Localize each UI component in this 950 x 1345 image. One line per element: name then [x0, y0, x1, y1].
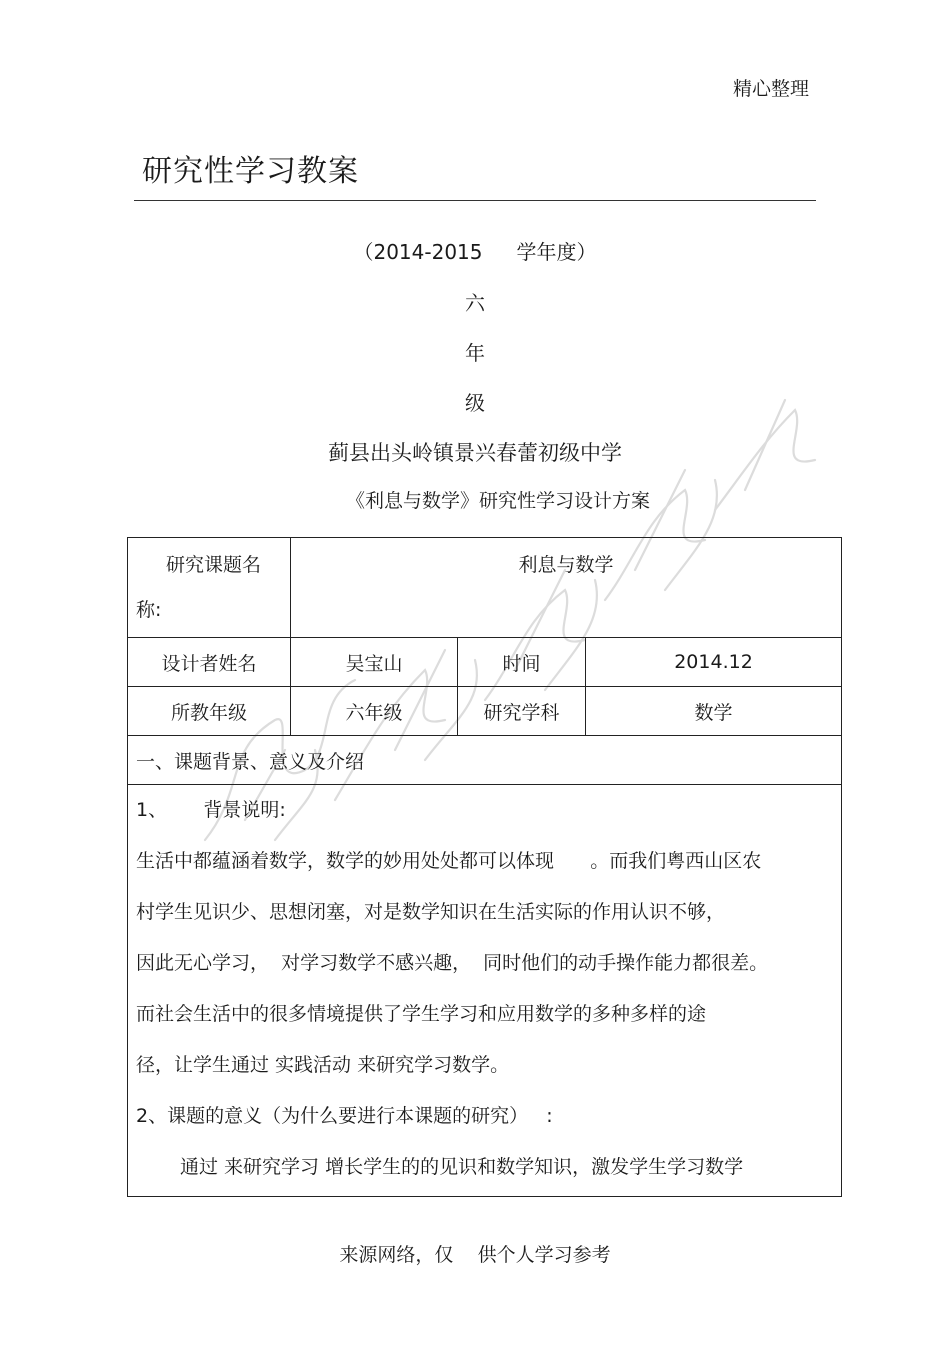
- designer-label: 设计者姓名: [128, 638, 291, 687]
- designer-value: 吴宝山: [291, 638, 458, 687]
- footer-note: 来源网络，仅 供个人学习参考: [339, 1244, 611, 1266]
- text-line: 1、 背景说明:: [136, 799, 286, 821]
- school-year-close: 学年度）: [516, 240, 597, 264]
- grade-char-2: 年: [465, 341, 485, 365]
- school-year-line: [0, 236, 950, 265]
- school-name: 蓟县出头岭镇景兴春蕾初级中学: [328, 441, 622, 465]
- topic-label-line1: 研究课题名: [166, 554, 262, 576]
- document-title: 研究性学习教案: [142, 154, 359, 189]
- grade-char-3: 级: [465, 391, 485, 415]
- subject-label: 研究学科: [458, 687, 586, 736]
- grade-char-1: 六: [465, 291, 485, 315]
- header-note: 精心整理: [732, 78, 809, 100]
- text-line: 生活中都蕴涵着数学，数学的妙用处处都可以体现 。而我们粤西山区农: [136, 850, 762, 872]
- school-year-open: （2014-2015: [353, 240, 483, 264]
- text-line: 2、课题的意义（为什么要进行本课题的研究） :: [136, 1105, 553, 1127]
- title-divider: [134, 200, 816, 201]
- background-section: [128, 785, 842, 1197]
- time-label: 时间: [458, 638, 586, 687]
- plan-title: 《利息与数学》研究性学习设计方案: [345, 490, 650, 512]
- time-value: 2014.12: [586, 638, 842, 687]
- topic-label-cell: [128, 538, 291, 638]
- grade-label: 所教年级: [128, 687, 291, 736]
- topic-value: 利息与数学: [291, 538, 842, 638]
- grade-value: 六年级: [291, 687, 458, 736]
- plan-table: [127, 537, 842, 1197]
- text-line: 通过 来研究学习 增长学生的的见识和数学知识，激发学生学习数学: [180, 1156, 744, 1178]
- text-line: 村学生见识少、思想闭塞，对是数学知识在生活实际的作用认识不够，: [136, 901, 726, 923]
- text-line: 因此无心学习， 对学习数学不感兴趣， 同时他们的动手操作能力都很差。: [136, 952, 769, 974]
- text-line: 而社会生活中的很多情境提供了学生学习和应用数学的多种多样的途: [136, 1003, 707, 1025]
- text-line: 径，让学生通过 实践活动 来研究学习数学。: [136, 1054, 510, 1076]
- topic-label-line2: 称:: [136, 599, 162, 621]
- subject-value: 数学: [586, 687, 842, 736]
- section-heading: 一、课题背景、意义及介绍: [128, 736, 842, 785]
